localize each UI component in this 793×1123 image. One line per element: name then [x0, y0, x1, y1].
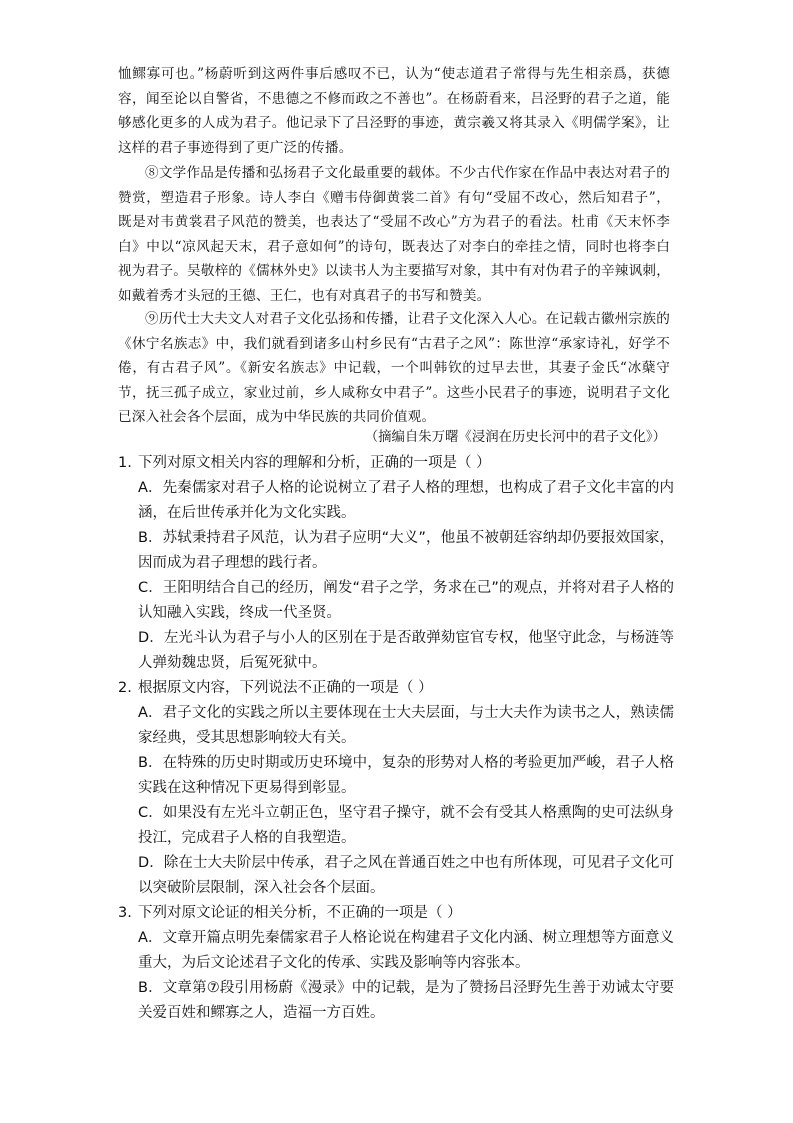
option-b: B．在特殊的历史时期或历史环境中，复杂的形势对人格的考验更加严峻，君子人格实践在这种情况下更易得到彰显。 [138, 755, 674, 796]
option-b: B．文章第⑦段引用杨蔚《漫录》中的记载，是为了赞扬吕泾野先生善于劝诫太守要关爱百姓和鳏寡之人，造福一方百姓。 [138, 980, 674, 1021]
question-list [118, 451, 674, 1026]
passage-paragraph-continued: 恤鳏寡可也。”杨蔚听到这两件事后感叹不已，认为“使志道君子常得与先生相亲爲，获德容，闻至论以自警省，不患德之不修而政之不善也”。在杨蔚看来，吕泾野的君子之道，能够感化更多的人成为君子。他记录下了吕泾野的事迹，黄宗羲又将其录入《明儒学案》，让这样的君子事迹得到了更广泛的传播。 [118, 66, 670, 156]
option-a: A．文章开篇点明先秦儒家君子人格论说在构建君子文化内涵、树立理想等方面意义重大，为后文论述君子文化的传承、实践及影响等内容张本。 [138, 930, 674, 971]
question-stem [118, 901, 674, 926]
passage-paragraph-8: ⑧文学作品是传播和弘扬君子文化最重要的载体。不少古代作家在作品中表达对君子的赞赏，塑造君子形象。诗人李白《赠韦侍御黄裳二首》有句“受屈不改心，然后知君子”，既是对韦黄裳君子风范的赞美，也表达了“受屈不改心”方为君子的看法。杜甫《天末怀李白》中以“凉风起天末，君子意如何”的诗句，既表达了对李白的牵挂之情，同时也将李白视为君子。吴敬梓的《儒林外史》以读书人为主要描写对象，其中有对伪君子的辛辣讽刺，如戴着秀才头冠的王德、王仁，也有对真君子的书写和赞美。 [118, 165, 670, 304]
question-text: 下列对原文相关内容的理解和分析，正确的一项是（ ） [138, 455, 491, 471]
question-text: 下列对原文论证的相关分析，不正确的一项是（ ） [138, 905, 462, 921]
question-stem [118, 676, 674, 701]
option-a: A．先秦儒家对君子人格的论说树立了君子人格的理想，也构成了君子文化丰富的内涵，在后世传承并化为文化实践。 [138, 480, 674, 521]
source-citation: （摘编自朱万曙《浸润在历史长河中的君子文化》） [364, 430, 666, 445]
question-number: 3. [118, 905, 132, 921]
option-a: A．君子文化的实践之所以主要体现在士大夫层面，与士大夫作为读书之人，熟读儒家经典，受其思想影响较大有关。 [138, 705, 674, 746]
option-d: D．左光斗认为君子与小人的区别在于是否敢弹劾宦官专权，他坚守此念，与杨涟等人弹劾魏忠贤，后冤死狱中。 [138, 630, 674, 671]
passage-block-1 [118, 62, 670, 160]
question-number: 2. [118, 680, 132, 696]
question-3 [118, 901, 674, 1026]
passage-block-2 [118, 161, 670, 309]
question-number: 1. [118, 455, 132, 471]
passage-block-3 [118, 307, 670, 430]
option-b: B．苏轼秉持君子风范，认为君子应明“大义”，他虽不被朝廷容纳却仍要报效国家，因而成为君子理想的践行者。 [138, 530, 674, 571]
option-c: C．如果没有左光斗立朝正色，坚守君子操守，就不会有受其人格熏陶的史可法纵身投江，完成君子人格的自我塑造。 [138, 805, 674, 846]
question-stem [118, 451, 674, 476]
question-1 [118, 451, 674, 676]
option-c: C．王阳明结合自己的经历，阐发“君子之学，务求在己”的观点，并将对君子人格的认知融入实践，终成一代圣贤。 [138, 580, 674, 621]
question-text: 根据原文内容，下列说法不正确的一项是（ ） [138, 680, 433, 696]
passage-paragraph-9: ⑨历代士大夫文人对君子文化弘扬和传播，让君子文化深入人心。在记载古徽州宗族的《休宁名族志》中，我们就看到诸多山村乡民有“古君子之风”：陈世淳“承家诗礼，好学不倦，有古君子风”。《新安名族志》中记载，一个叫韩钦的过早去世，其妻子金氏“冰蘖守节，抚三孤子成立，家业过前，乡人咸称女中君子”。这些小民君子的事迹，说明君子文化已深入社会各个层面，成为中华民族的共同价值观。 [118, 311, 670, 426]
question-2 [118, 676, 674, 901]
option-d: D．除在士大夫阶层中传承，君子之风在普通百姓之中也有所体现，可见君子文化可以突破阶层限制，深入社会各个层面。 [138, 855, 674, 896]
